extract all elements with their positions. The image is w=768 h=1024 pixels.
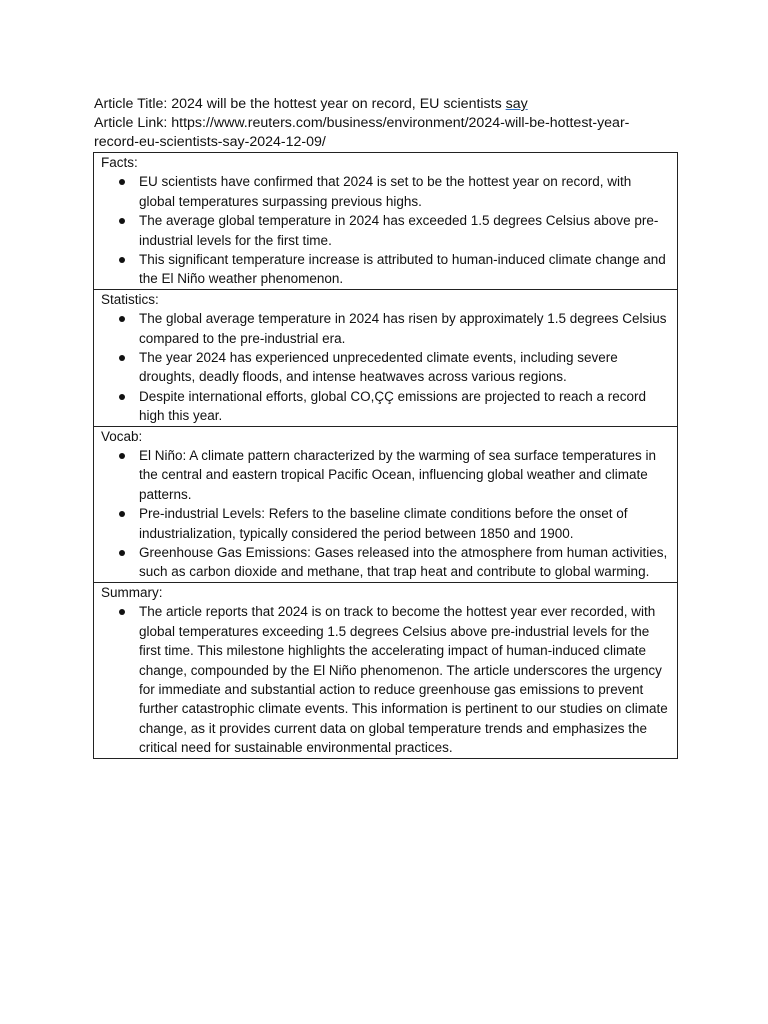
bullet-icon [119,316,125,322]
list-item [101,309,671,348]
list-item [101,602,671,757]
list-item [101,543,671,582]
vocab-heading: Vocab: [101,428,143,444]
bullet-icon [119,355,125,361]
bullet-icon [119,511,125,517]
list-item-text: The global average temperature in 2024 has risen by approximately 1.5 degrees Celsius compared to the pre-industrial era. [139,311,667,346]
article-title-line [94,95,684,114]
list-item [101,446,671,504]
article-title: Article Title: 2024 will be the hottest year on record, EU scientists [94,96,506,112]
bullet-icon [119,257,125,263]
list-item [101,250,671,289]
notes-table [93,152,678,759]
statistics-section [94,289,677,426]
facts-heading: Facts: [101,155,138,170]
bullet-icon [119,609,125,615]
list-item-text: EU scientists have confirmed that 2024 is set to be the hottest year on record, with global temperatures surpassing previous highs. [139,174,632,209]
summary-section [94,582,677,758]
facts-section [94,153,677,289]
summary-heading: Summary: [101,584,163,600]
list-item [101,504,671,543]
list-item-text: The average global temperature in 2024 has exceeded 1.5 degrees Celsius above pre-industrial levels for the first time. [139,213,659,248]
bullet-icon [119,550,125,556]
facts-list [101,172,671,288]
list-item-text: Despite international efforts, global CO,ÇÇ emissions are projected to reach a record high this year. [139,388,647,424]
summary-list [101,602,671,757]
article-header [94,95,684,152]
list-item [101,211,671,250]
bullet-icon [119,218,125,224]
list-item-text: Greenhouse Gas Emissions: Gases released into the atmosphere from human activities, such as carbon dioxide and methane, that trap heat and contribute to global warming. [139,545,668,580]
list-item-text: Pre-industrial Levels: Refers to the baseline climate conditions before the onset of industrialization, typically considered the period between 1850 and 1900. [139,506,628,541]
vocab-section [94,426,677,582]
vocab-list [101,446,671,582]
bullet-icon [119,394,125,400]
bullet-icon [119,179,125,185]
list-item-text: The year 2024 has experienced unprecedented climate events, including severe droughts, deadly floods, and intense heatwaves across various regions. [139,350,618,385]
title-link-word[interactable]: say [505,96,528,112]
bullet-icon [119,453,125,459]
statistics-heading: Statistics: [101,291,159,307]
article-link-line-1[interactable]: Article Link: https://www.reuters.com/business/environment/2024-will-be-hottest-year- [94,115,630,131]
article-link-line-2[interactable]: record-eu-scientists-say-2024-12-09/ [94,134,326,150]
list-item-text: The article reports that 2024 is on track to become the hottest year ever recorded, with global temperatures exceeding 1.5 degrees Celsius above pre-industrial levels for the first time. This milestone highlights the accelerating impact of human-induced climate change, compounded by the El Niño phenomenon. The article underscores the urgency for immediate and substantial action to reduce greenhouse gas emissions to prevent further catastrophic climate events. This information is pertinent to our studies on climate change, as it provides current data on global temperature trends and emphasizes the critical need for sustainable environmental practices. [139,604,668,756]
list-item-text: This significant temperature increase is attributed to human-induced climate change and the El Niño weather phenomenon. [139,252,666,287]
list-item-text: El Niño: A climate pattern characterized by the warming of sea surface temperatures in the central and eastern tropical Pacific Ocean, influencing global weather and climate patterns. [139,448,657,502]
statistics-list [101,309,671,425]
list-item [101,387,671,426]
list-item [101,172,671,211]
list-item [101,348,671,387]
